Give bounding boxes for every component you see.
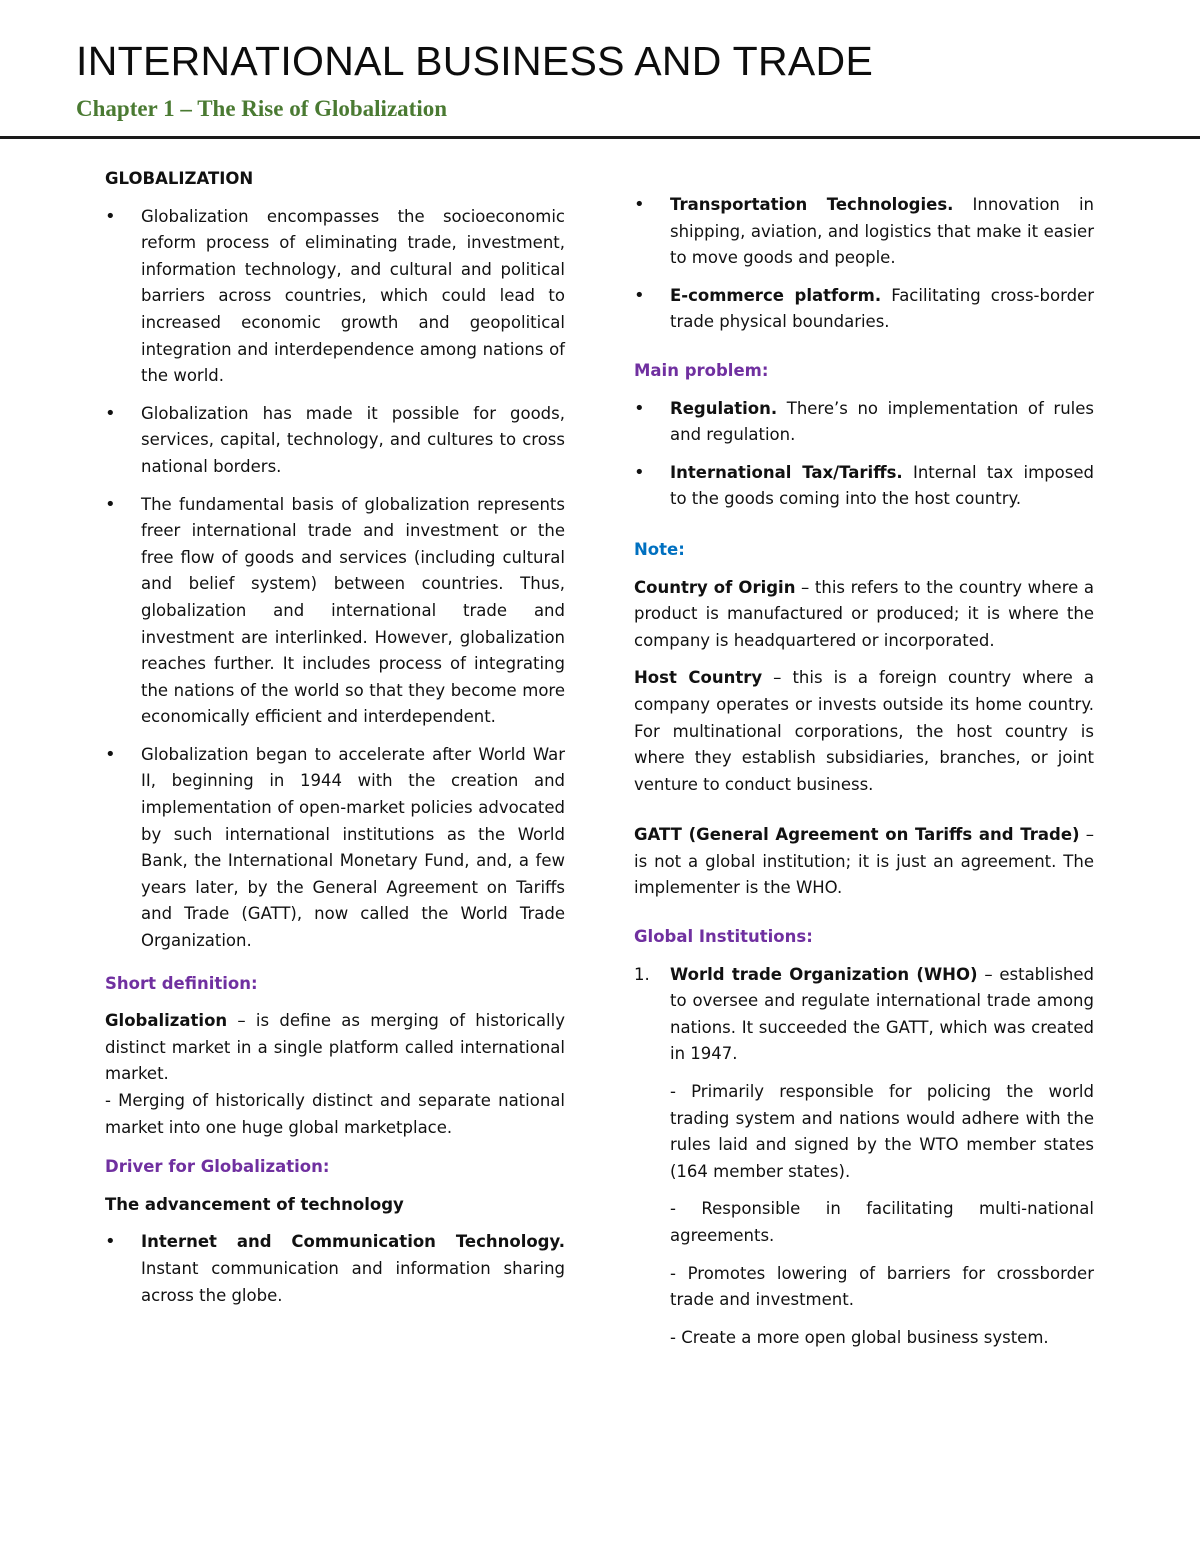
bullet-text: Globalization encompasses the socioeconomic reform process of eliminating trade, investment, information technology, and cultural and political barriers across countries, which could lead to increased economic growth and geopolitical integration and interdependence among nations of the world.: [141, 206, 565, 386]
bullet-icon: •: [105, 1231, 116, 1253]
term-host-country: Host Country: [634, 668, 763, 688]
list-item: [634, 396, 1094, 449]
list-item: [634, 192, 1094, 272]
definition-body: – is define as merging of historically distinct market in a single platform called international market.: [105, 1011, 565, 1084]
problem-text: There’s no implementation of rules and regulation.: [670, 398, 1094, 445]
left-column: [105, 166, 565, 1320]
driver-continued-list: [634, 192, 1094, 336]
bullet-icon: •: [105, 743, 116, 765]
driver-text: Innovation in shipping, aviation, and logistics that make it easier to move goods and people.: [670, 195, 1095, 268]
list-item: [634, 460, 1094, 513]
bullet-text: Globalization began to accelerate after World War II, beginning in 1944 with the creation and implementation of open-market policies advocated by such international institutions as the World Bank, the International Monetary Fund, and, a few years later, by the General Agreement on Tariffs and Trade (GATT), now called the World Trade Organization.: [141, 744, 565, 951]
institution-text: – established to oversee and regulate international trade among nations. It succeeded the GATT, which was created in 1947.: [670, 964, 1094, 1064]
country-of-origin-definition: [634, 575, 1094, 655]
list-item: [105, 492, 565, 731]
short-definition-note: - Merging of historically distinct and separate national market into one huge global marketplace.: [105, 1091, 565, 1137]
problem-list: [634, 396, 1094, 513]
driver-term: E-commerce platform.: [670, 285, 882, 305]
right-column: [634, 192, 1094, 1362]
document-title: INTERNATIONAL BUSINESS AND TRADE: [76, 38, 874, 84]
problem-term: International Tax/Tariffs.: [670, 462, 903, 482]
bullet-icon: •: [105, 205, 116, 227]
definition-body: – this refers to the country where a product is manufactured or produced; it is where the company is headquartered or incorporated.: [634, 577, 1094, 650]
header-rule: [0, 136, 1200, 139]
problem-text: Internal tax imposed to the goods coming into the host country.: [670, 462, 1094, 509]
term-country-of-origin: Country of Origin: [634, 577, 796, 597]
term-wto: World trade Organization (WHO): [670, 964, 978, 984]
bullet-icon: •: [634, 284, 645, 306]
driver-heading: Driver for Globalization:: [105, 1157, 330, 1177]
main-problem-heading: Main problem:: [634, 360, 769, 380]
definition-body: – this is a foreign country where a company operates or invests outside its home country. For multinational corporations, the host country is where they establish subsidiaries, branches, or joint venture to conduct business.: [634, 668, 1094, 794]
bullet-icon: •: [634, 397, 645, 419]
institution-point: - Promotes lowering of barriers for crossborder trade and investment.: [670, 1263, 1094, 1310]
definition-body: – is not a global institution; it is just an agreement. The implementer is the WHO.: [634, 825, 1094, 898]
institution-item: [634, 962, 1094, 1068]
bullet-icon: •: [634, 461, 645, 483]
short-definition-text: [105, 1008, 565, 1088]
institution-point: - Create a more open global business system.: [670, 1327, 1049, 1347]
host-country-definition: [634, 665, 1094, 798]
driver-term: Transportation Technologies.: [670, 195, 954, 214]
institution-point: - Responsible in facilitating multi-national agreements.: [670, 1199, 1094, 1245]
driver-subheading: The advancement of technology: [105, 1194, 404, 1214]
globalization-bullet-list: [105, 204, 565, 955]
list-item: [105, 204, 565, 390]
bullet-icon: •: [105, 402, 116, 424]
note-heading: Note:: [634, 539, 685, 559]
term-globalization: Globalization: [105, 1011, 228, 1031]
list-item: [634, 283, 1094, 336]
list-item: [105, 1229, 565, 1309]
problem-term: Regulation.: [670, 398, 778, 418]
driver-text: Instant communication and information sharing across the globe.: [141, 1258, 565, 1305]
section-title-globalization: GLOBALIZATION: [105, 169, 254, 188]
global-institutions-heading: Global Institutions:: [634, 927, 813, 947]
short-definition-heading: Short definition:: [105, 973, 258, 993]
bullet-icon: •: [105, 493, 116, 515]
institution-point: - Primarily responsible for policing the world trading system and nations would adhere with the rules laid and signed by the WTO member states (164 member states).: [670, 1082, 1094, 1181]
list-item: [105, 742, 565, 955]
chapter-subtitle: Chapter 1 – The Rise of Globalization: [76, 96, 447, 121]
term-gatt: GATT (General Agreement on Tariffs and Trade): [634, 825, 1080, 845]
bullet-text: The fundamental basis of globalization represents freer international trade and investment or the free flow of goods and services (including cultural and belief system) between countries. Thus, globalization and international trade and investment are interlinked. However, globalization reaches further. It includes process of integrating the nations of the world so that they become more economically efficient and interdependent.: [141, 494, 565, 727]
gatt-definition: [634, 822, 1094, 902]
list-item: [105, 401, 565, 481]
driver-term: Internet and Communication Technology.: [141, 1232, 565, 1252]
bullet-icon: •: [634, 194, 645, 215]
item-number: 1.: [634, 964, 650, 984]
driver-bullet-list: [105, 1229, 565, 1309]
bullet-text: Globalization has made it possible for goods, services, capital, technology, and cultures to cross national borders.: [141, 403, 565, 476]
driver-text: Facilitating cross-border trade physical boundaries.: [670, 285, 1094, 332]
